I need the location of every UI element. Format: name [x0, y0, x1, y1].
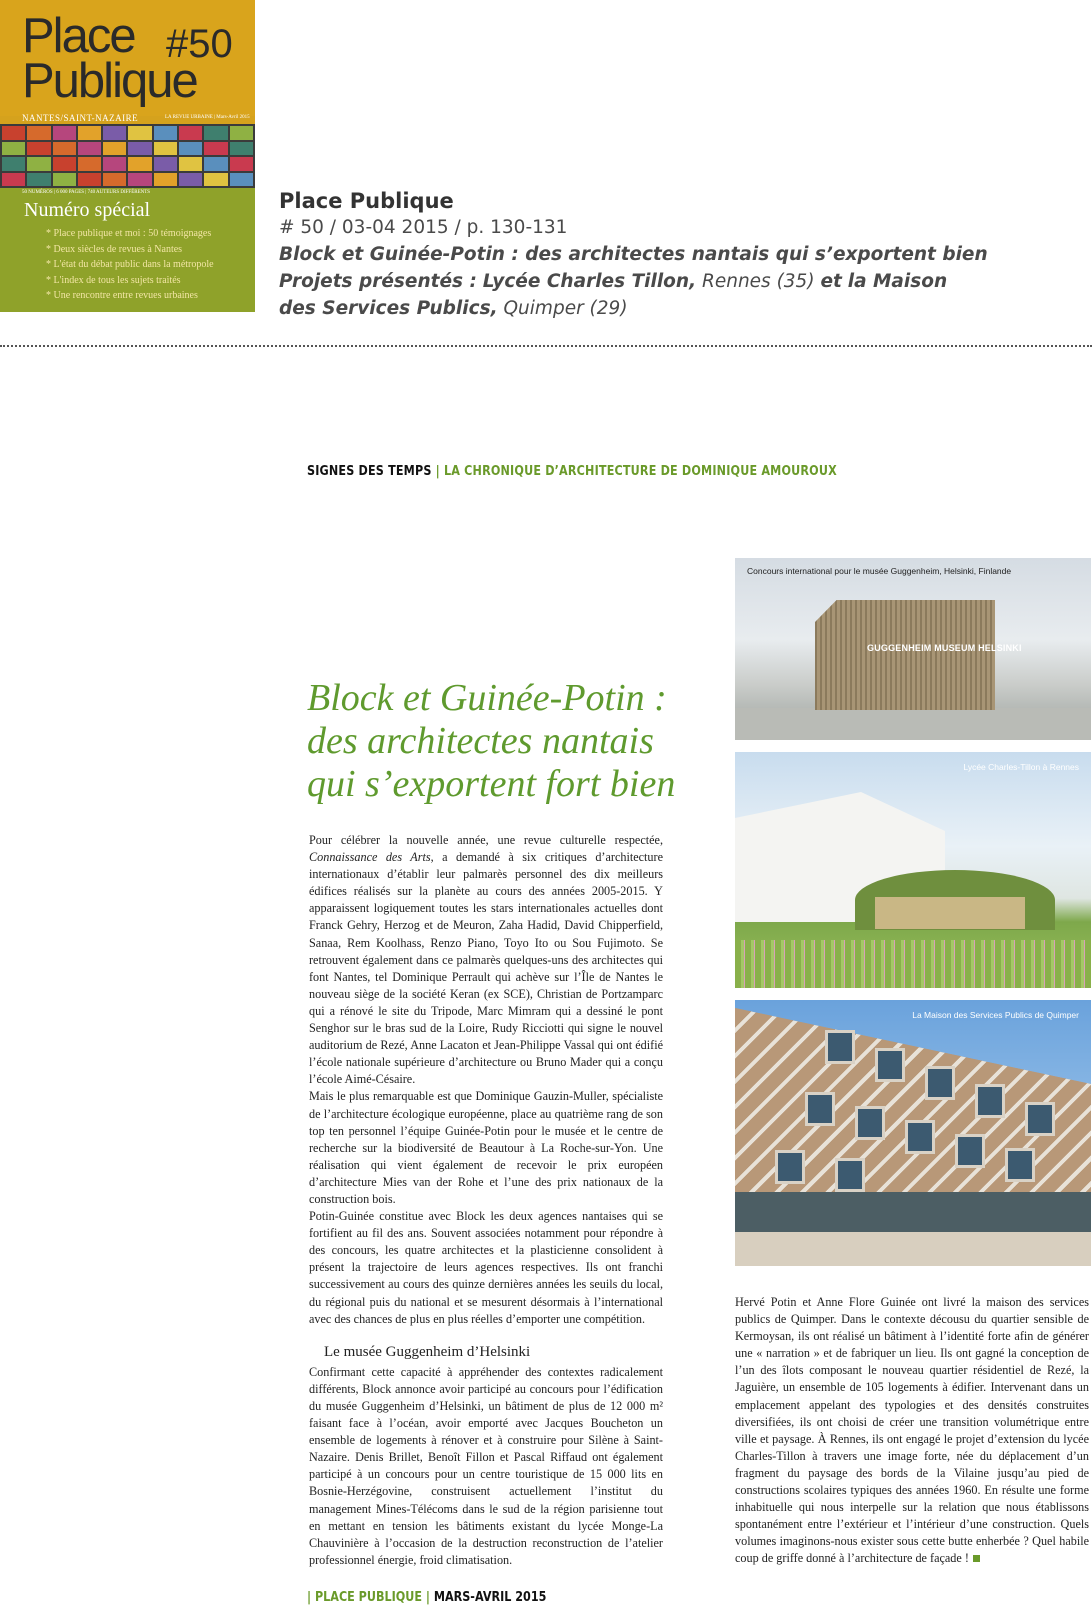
cover-thumbnail [230, 142, 253, 156]
article-body-left [309, 832, 663, 1569]
cover-thumbnail [27, 142, 50, 156]
paragraph: Mais le plus remarquable est que Dominique Gauzin-Muller, spécialiste de l’architecture écologique européenne, place au quatrième rang de son top ten personnel l’équipe Guinée-Potin pour le musée et le centre de recherche sur la biodiversité de Beautour à La Roche-sur-Yon. Une réalisation qui vient également de recevoir le prix européen d’architecture Mies van der Rohe et l’une des prix nationaux de la construction bois. [309, 1089, 663, 1206]
cover-thumbnail [78, 157, 101, 171]
cover-thumbnail [27, 173, 50, 187]
cover-bullets [46, 226, 214, 304]
cover-thumbnail [27, 157, 50, 171]
footer-separator: | [307, 1590, 312, 1605]
glass-ground-floor [735, 1192, 1091, 1232]
footer-date: MARS-AVRIL 2015 [433, 1590, 547, 1605]
cover-thumbnail [154, 142, 177, 156]
cover-thumbnail [103, 142, 126, 156]
article-headline: Block et Guinée-Potin : des architectes nantais qui s’exportent fort bien [307, 677, 676, 805]
cover-subtitle-right: LA REVUE URBAINE | Mars-Avril 2015 [165, 115, 250, 120]
cover-thumbnail [154, 173, 177, 187]
cover-thumbnail [53, 157, 76, 171]
cover-thumbnail [204, 157, 227, 171]
citation-block [279, 188, 1079, 322]
cover-bullet: * Place publique et moi : 50 témoignages [46, 228, 212, 239]
cover-thumbnail [128, 173, 151, 187]
museum-sign: GUGGENHEIM MUSEUM HELSINKI [867, 643, 1022, 653]
cover-thumbnail [230, 126, 253, 140]
cover-thumbnail [179, 157, 202, 171]
maison-services-photo [735, 1000, 1091, 1266]
lycee-photo [735, 752, 1091, 988]
cover-thumbnail [27, 126, 50, 140]
page-footer [307, 1590, 546, 1605]
chronicle-name: LA CHRONIQUE D’ARCHITECTURE DE DOMINIQUE AMOUROUX [443, 464, 837, 479]
cover-issue-grid [0, 124, 255, 188]
cover-thumbnail [78, 142, 101, 156]
cover-thumbnail [204, 126, 227, 140]
end-mark-icon [973, 1555, 980, 1562]
cover-thumbnail [154, 126, 177, 140]
projects-line: Projets présentés : Lycée Charles Tillon, Rennes (35) et la Maison des Services Publics, Quimper (29) [279, 271, 948, 319]
footer-publication: PLACE PUBLIQUE [314, 1590, 422, 1605]
paragraph: Potin-Guinée constitue avec Block les deux agences nantaises qui se fortifient au fil des ans. Souvent associées notamment pour répondre à des concours, les quatre architectes et la plasticienne consolident à présent la trajectoire de leurs agences respectives. Ils ont franchi successivement au cours des quinze dernières années les seuils du local, du régional puis du national et se mesurent désormais à l’international avec des chances de plus en plus réelles d’emporter une compétition. [309, 1209, 663, 1326]
cover-subtitle: NANTES/SAINT-NAZAIRE [22, 113, 139, 123]
cover-small-line: 50 NUMÉROS | 6 000 PAGES | 740 AUTEURS DIFFÉRENTS [22, 190, 151, 195]
cover-thumbnail [128, 157, 151, 171]
article-title: Block et Guinée-Potin : des architectes nantais qui s’exportent bien [279, 244, 988, 265]
cover-thumbnail [103, 157, 126, 171]
cover-thumbnail [78, 126, 101, 140]
magazine-cover [0, 0, 255, 312]
cover-special: Numéro spécial [24, 199, 151, 221]
issue-line: # 50 / 03-04 2015 / p. 130-131 [279, 217, 568, 238]
photo-caption: La Maison des Services Publics de Quimper [912, 1010, 1079, 1020]
cover-thumbnail [230, 157, 253, 171]
cover-thumbnail [128, 142, 151, 156]
article-body-right [735, 1294, 1089, 1568]
rubrique-separator: | [435, 464, 440, 479]
cover-issue-number: #50 [166, 22, 233, 66]
cover-thumbnail [103, 126, 126, 140]
cover-thumbnail [78, 173, 101, 187]
paragraph: Hervé Potin et Anne Flore Guinée ont livré la maison des services publics de Quimper. Dans le contexte décousu du quartier sensible de Kermoysan, ils ont réalisé un bâtiment à l’identité forte afin de générer une « narration » et de fabriquer un lieu. Ils ont gagné la conception de l’un des îlots composant le nouveau quartier résidentiel de Rezé, la Jaguière, un ensemble de 105 logements à édifier. Intervenant dans un emplacement appelant des typologies et des densités construites diversifiées, ils ont choisi de créer une transition volumétrique entre ville et paysage. À Rennes, ils ont engagé le projet d’extension du lycée Charles-Tillon à travers une image forte, née du déplacement d’un fragment du paysage des bords de la Vilaine jusqu’au pied de constructions scolaires typiques des années 1960. En résulte une forme inhabituelle qui nous interpelle sur la relation que nous établissons spontanément entre l’extérieur et l’intérieur d’une construction. Quels volumes imaginons-nous exister sous cette butte enherbée ? Quel habile coup de griffe donné à l’architecture de façade ! [735, 1295, 1089, 1566]
cover-bullet: * L'index de tous les sujets traités [46, 274, 181, 286]
photo-caption: Concours international pour le musée Guggenheim, Helsinki, Finlande [747, 566, 1012, 576]
paragraph: Confirmant cette capacité à appréhender des contextes radicalement différents, Block annonce avoir participé au concours pour l’édification du musée Guggenheim d’Helsinki, un bâtiment de plus de 12 000 m² faisant face à l’océan, avoir emporté avec Jacques Boucheton un ensemble de logements à rénover et à construire pour Silène à Saint-Nazaire. Denis Brillet, Benoît Fillon et Pascal Riffaud ont également participé à un concours pour un centre touristique de 15 000 lits en Bosnie-Herzégovine, construisent actuellement l’institut du management Mines-Télécoms dans le sud de la région parisienne tout en mettant en tension les bâtiments existant du lycée Monge-La Chauvinière à l’occasion de la destruction reconstruction de l’atelier professionnel énergie, froid climatisation. [309, 1364, 663, 1567]
museum-building [815, 600, 995, 710]
flower-field [735, 940, 1091, 988]
cover-bullet: * Deux siècles de revues à Nantes [46, 243, 183, 255]
section-rubrique [307, 464, 837, 479]
guggenheim-photo [735, 558, 1091, 740]
publication-name: Place Publique [279, 189, 454, 213]
cover-title: Place Publique [22, 9, 197, 108]
cover-thumbnail [2, 126, 25, 140]
cover-thumbnail [204, 142, 227, 156]
cover-bullet: * Une rencontre entre revues urbaines [46, 290, 198, 301]
cover-thumbnail [53, 126, 76, 140]
cover-thumbnail [103, 173, 126, 187]
cover-thumbnail [53, 173, 76, 187]
cover-thumbnail [179, 173, 202, 187]
cover-thumbnail [2, 173, 25, 187]
section-name: SIGNES DES TEMPS [307, 464, 432, 479]
cover-thumbnail [179, 126, 202, 140]
cover-thumbnail [154, 157, 177, 171]
cover-thumbnail [179, 142, 202, 156]
dotted-divider [0, 345, 1092, 347]
cover-thumbnail [2, 157, 25, 171]
paragraph: Pour célébrer la nouvelle année, une revue culturelle respectée, Connaissance des Arts, a demandé à six critiques d’architecture internationaux d’établir leur palmarès personnel des dix meilleurs édifices réalisés sur la planète au cours des années 2005-2015. Y apparaissent logiquement toutes les stars internationales actuelles dont Franck Gehry, Herzog et de Meuron, Zaha Hadid, David Chipperfield, Sanaa, Rem Koolhass, Renzo Piano, Toyo Ito ou Sou Fujimoto. Se retrouvent également dans ce palmarès quelques-uns des architectes qui font Nantes, tel Dominique Perrault qui achève sur l’Île de Nantes le nouveau siège de la société Keran (ex SCE), Christian de Portzamparc qui a rénové le site du Tripode, Marc Mimram qui a dessiné le pont Senghor sur le bras sud de la Loire, Rudy Ricciotti qui signe le nouvel auditorium de Rezé, Anne Lacaton et Jean-Philippe Vassal qui ont édifié l’école nationale supérieure d’architecture ou Bruno Mader qui a conçu l’école Aimé-Césaire. [309, 833, 663, 1087]
footer-separator: | [425, 1590, 430, 1605]
cover-thumbnail [53, 142, 76, 156]
subheading: Le musée Guggenheim d’Helsinki [324, 1343, 531, 1360]
cover-bullet: * L'état du débat public dans la métropole [46, 259, 214, 270]
cover-thumbnail [230, 173, 253, 187]
photo-caption: Lycée Charles-Tillon à Rennes [963, 762, 1079, 772]
cover-thumbnail [204, 173, 227, 187]
cover-thumbnail [2, 142, 25, 156]
cover-thumbnail [128, 126, 151, 140]
